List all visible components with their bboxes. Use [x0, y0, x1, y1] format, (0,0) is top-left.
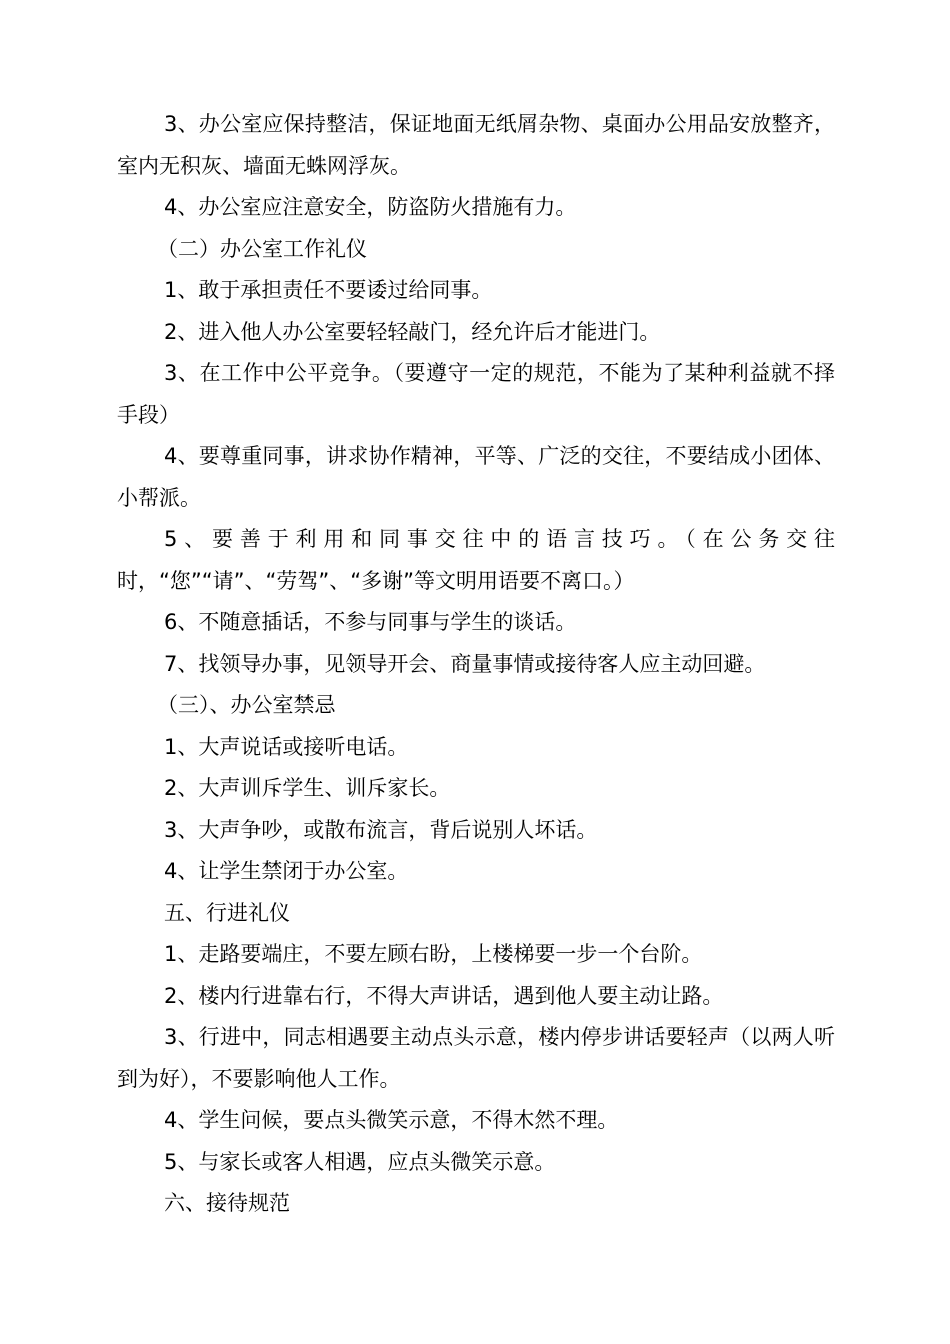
paragraph-scolding: 2、大声训斥学生、训斥家长。: [164, 776, 451, 800]
paragraph-keep-right: 2、楼内行进靠右行，不得大声讲话，遇到他人要主动让路。: [164, 983, 724, 1008]
paragraph-responsibility: 1、敢于承担责任不要诿过给同事。: [164, 278, 493, 302]
paragraph-greet-nod: 3、行进中，同志相遇要主动点头示意，楼内停步讲话要轻声（以两人听到为好），不要影响他人工作。: [117, 1025, 835, 1091]
section-heading-office-taboos: （三）、办公室禁忌: [157, 693, 336, 717]
paragraph-fair-competition: 3、在工作中公平竞争。（要遵守一定的规范，不能为了某种利益就不择手段）: [117, 361, 835, 427]
paragraph-confinement: 4、让学生禁闭于办公室。: [164, 859, 409, 883]
paragraph-no-interrupting: 6、不随意插话，不参与同事与学生的谈话。: [164, 610, 577, 634]
paragraph-quarrel-rumors: 3、大声争吵，或散布流言，背后说别人坏话。: [164, 817, 598, 842]
paragraph-respect-colleagues: 4、要尊重同事，讲求协作精神，平等、广泛的交往，不要结成小团体、小帮派。: [117, 444, 835, 510]
document-body: [117, 104, 835, 1225]
paragraph-office-tidiness: 3、办公室应保持整洁，保证地面无纸屑杂物、桌面办公用品安放整齐，室内无积灰、墙面无蛛网浮灰。: [117, 112, 835, 178]
section-heading-office-etiquette: （二）办公室工作礼仪: [157, 236, 367, 261]
paragraph-office-safety: 4、办公室应注意安全，防盗防火措施有力。: [164, 195, 577, 219]
paragraph-parent-greeting: 5、与家长或客人相遇，应点头微笑示意。: [164, 1149, 556, 1174]
paragraph-walk-posture: 1、走路要端庄，不要左顾右盼，上楼梯要一步一个台阶。: [164, 942, 703, 966]
paragraph-avoid-meetings: 7、找领导办事，见领导开会、商量事情或接待客人应主动回避。: [164, 651, 766, 676]
paragraph-student-greeting: 4、学生问候，要点头微笑示意，不得木然不理。: [164, 1108, 619, 1132]
paragraph-loud-phone: 1、大声说话或接听电话。: [164, 734, 409, 759]
section-heading-walking-etiquette: 五、行进礼仪: [164, 900, 290, 925]
paragraph-language-skills: 5、要善于利用和同事交往中的语言技巧。（在公务交往时，“您”“请”、“劳驾”、“多谢”等文明用语要不离口。）: [117, 527, 835, 593]
section-heading-reception: 六、接待规范: [164, 1191, 290, 1215]
paragraph-knock-door: 2、进入他人办公室要轻轻敲门，经允许后才能进门。: [164, 319, 661, 344]
